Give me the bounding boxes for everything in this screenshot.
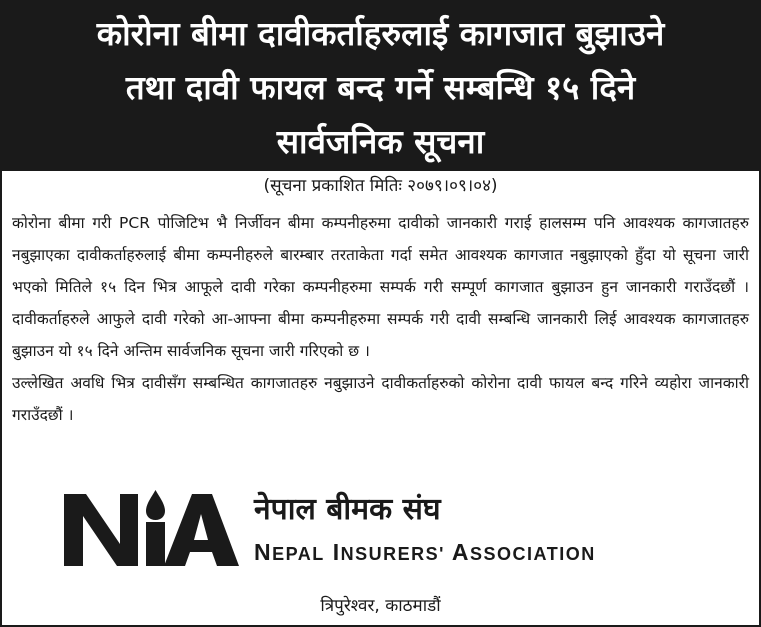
notice-title-line-1: कोरोना बीमा दावीकर्ताहरुलाई कागजात बुझाउने: [96, 14, 665, 53]
notice-body: [12, 207, 749, 431]
notice-title-line-3: सार्वजनिक सूचना: [276, 122, 485, 161]
association-name-nepali: नेपाल बीमक संघ: [254, 492, 441, 527]
notice-header: [2, 2, 759, 171]
nia-logo: [64, 488, 704, 568]
notice-title-line-2: तथा दावी फायल बन्द गर्ने सम्बन्धि १५ दिने: [125, 68, 636, 107]
office-address: त्रिपुरेश्वर, काठमाडौं: [320, 596, 441, 616]
association-name-english: NEPAL INSURERS' ASSOCIATION: [254, 539, 596, 565]
notice-paragraph-1: कोरोना बीमा गरी PCR पोजिटिभ भै निर्जीवन बीमा कम्पनीहरुमा दावीको जानकारी गराई हालसम्म पनि आवश्यक कागजातहरु नबुझाएका दावीकर्ताहरुलाई बीमा कम्पनीहरुले बारम्बार तरताकेता गर्दा समेत आवश्यक कागजात नबुझाएको हुँदा यो सूचना जारी भएको मितिले १५ दिन भित्र आफूले दावी गरेका कम्पनीहरुमा सम्पर्क गरी सम्पूर्ण कागजात बुझाउन हुन जानकारी गराउँदछौं । दावीकर्ताहरुले आफुले दावी गरेको आ-आफ्ना बीमा कम्पनीहरुमा सम्पर्क गरी दावी सम्बन्धि जानकारी लिई आवश्यक कागजातहरु बुझाउन यो १५ दिने अन्तिम सार्वजनिक सूचना जारी गरिएको छ ।: [12, 214, 749, 360]
published-date: (सूचना प्रकाशित मितिः २०७९।०९।०४): [263, 176, 498, 196]
nia-logo-icon: [64, 488, 239, 568]
notice-paragraph-2: उल्लेखित अवधि भित्र दावीसँग सम्बन्धित कागजातहरु नबुझाउने दावीकर्ताहरुको कोरोना दावी फायल बन्द गरिने व्यहोरा जानकारी गराउँदछौं ।: [12, 374, 749, 424]
